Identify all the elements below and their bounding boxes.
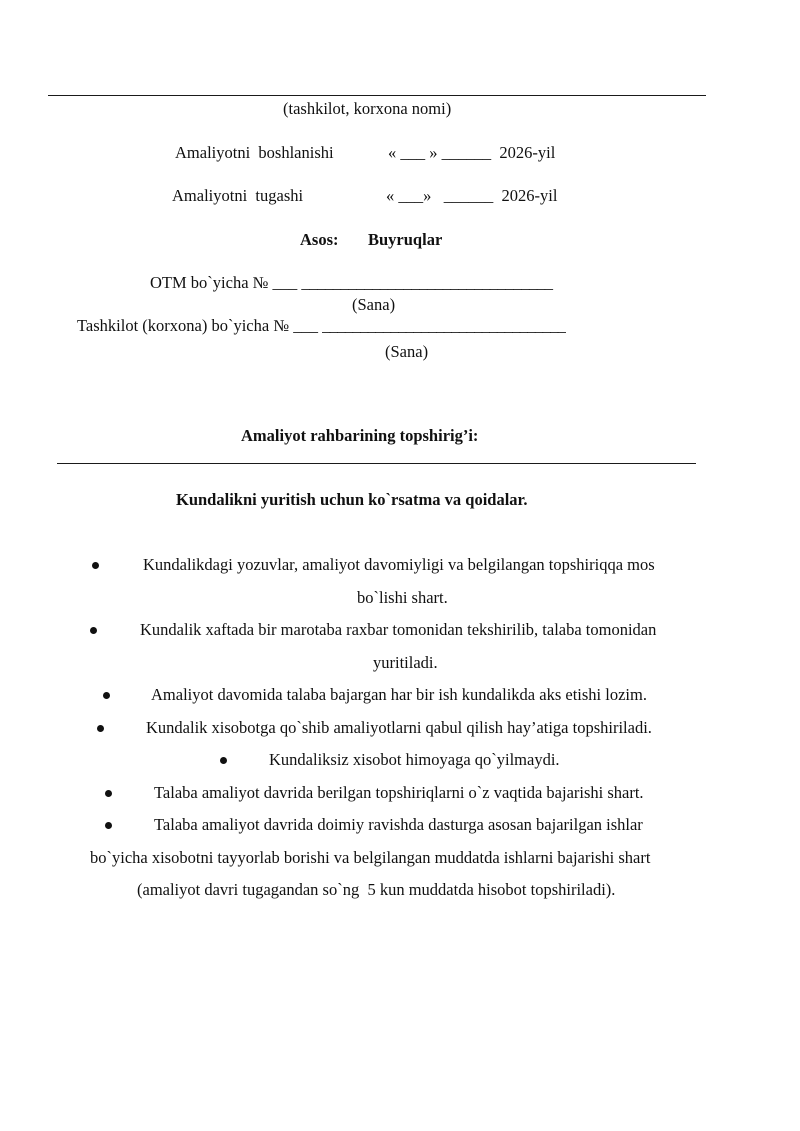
supervisor-task-title: Amaliyot rahbarining topshirig’i:: [241, 426, 479, 445]
supervisor-task-line: [57, 463, 696, 464]
org-order-blank: ________________________________: [322, 316, 566, 335]
practice-end-label: Amaliyotni tugashi: [172, 186, 304, 205]
rule-3-line-1: Amaliyot davomida talaba bajargan har bir ish kundalikda aks etishi lozim.: [151, 685, 647, 704]
basis-value: Buyruqlar: [368, 230, 443, 249]
bullet-icon: [97, 725, 104, 732]
bullet-icon: [103, 692, 110, 699]
rule-5-line-1: Kundaliksiz xisobot himoyaga qo`yilmaydi.: [269, 750, 560, 769]
rule-7-line-3: (amaliyot davri tugagandan so`ng 5 kun muddatda hisobot topshiriladi).: [137, 880, 616, 899]
bullet-icon: [105, 822, 112, 829]
bullet-icon: [90, 627, 97, 634]
rule-6-line-1: Talaba amaliyot davrida berilgan topshiriqlarni o`z vaqtida bajarishi shart.: [154, 783, 644, 802]
rule-1-line-2: bo`lishi shart.: [357, 588, 448, 607]
rule-4-line-1: Kundalik xisobotga qo`shib amaliyotlarni qabul qilish hay’atiga topshiriladi.: [146, 718, 652, 737]
rule-2-line-2: yuritiladi.: [373, 653, 438, 672]
rule-2-line-1: Kundalik xaftada bir marotaba raxbar tomonidan tekshirilib, talaba tomonidan: [140, 620, 657, 639]
basis-label: Asos:: [300, 230, 339, 249]
practice-start-date: « ___ » ______ 2026-yil: [388, 143, 556, 162]
organization-name-line: [48, 95, 706, 96]
org-order-label: [77, 316, 565, 336]
org-order-date-caption: (Sana): [385, 342, 429, 361]
rule-7-line-1: Talaba amaliyot davrida doimiy ravishda dasturga asosan bajarilgan ishlar: [154, 815, 643, 834]
otm-order-label: [150, 273, 553, 293]
rule-1-line-1: Kundalikdagi yozuvlar, amaliyot davomiyligi va belgilangan topshiriqqa mos: [143, 555, 655, 574]
rules-title: Kundalikni yuritish uchun ko`rsatma va qoidalar.: [176, 490, 528, 509]
org-order-text: Tashkilot (korxona) bo`yicha № ___: [77, 316, 323, 335]
practice-end-date: « ___» ______ 2026-yil: [386, 186, 558, 205]
practice-start-label: Amaliyotni boshlanishi: [175, 143, 334, 162]
otm-order-blank: ________________________________: [301, 273, 553, 292]
rule-7-line-2: bo`yicha xisobotni tayyorlab borishi va belgilangan muddatda ishlarni bajarishi shart: [90, 848, 651, 867]
otm-order-date-caption: (Sana): [352, 295, 396, 314]
bullet-icon: [105, 790, 112, 797]
bullet-icon: [92, 562, 99, 569]
bullet-icon: [220, 757, 227, 764]
organization-name-caption: (tashkilot, korxona nomi): [283, 99, 452, 118]
otm-order-text: OTM bo`yicha № ___: [150, 273, 302, 292]
